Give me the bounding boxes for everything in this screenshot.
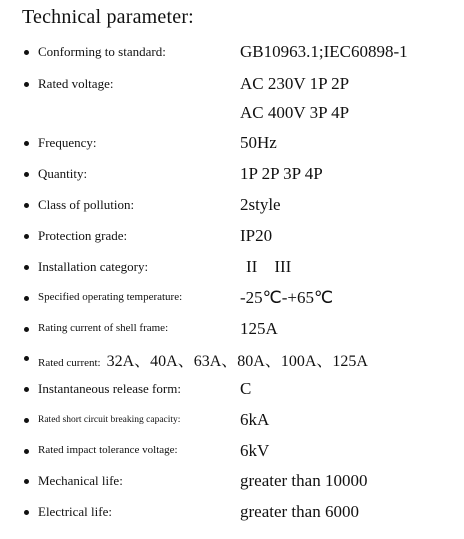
param-label: Rated impact tolerance voltage:: [38, 444, 178, 456]
param-label: Class of pollution:: [38, 197, 135, 212]
param-label: Rated voltage:: [38, 76, 114, 91]
param-row-rated-current: [0, 348, 464, 378]
param-row-electrical-life: [0, 502, 464, 532]
param-value: 1P 2P 3P 4P: [240, 164, 323, 183]
bullet-icon: [24, 203, 29, 208]
bullet-icon: [24, 449, 29, 454]
param-row-protection: [0, 226, 464, 256]
param-row-standard: [0, 42, 464, 72]
param-label: Electrical life:: [38, 504, 112, 519]
param-label: Mechanical life:: [38, 473, 123, 488]
bullet-icon: [24, 172, 29, 177]
page-title: Technical parameter:: [22, 6, 194, 28]
param-value: 6kV: [240, 441, 270, 460]
param-label: Rated short circuit breaking capacity:: [38, 415, 181, 425]
param-value: 32A、40A、63A、80A、100A、125A: [106, 353, 368, 370]
bullet-icon: [24, 327, 29, 332]
bullet-icon: [24, 510, 29, 515]
param-label: Rated current:: [38, 357, 101, 369]
param-label-group: [38, 348, 368, 371]
param-label: Installation category:: [38, 259, 149, 274]
param-value: AC 230V 1P 2P: [240, 74, 350, 93]
bullet-icon: [24, 418, 29, 423]
param-row-quantity: [0, 164, 464, 194]
bullet-icon: [24, 479, 29, 484]
param-label: Conforming to standard:: [38, 44, 166, 59]
param-value: 125A: [240, 319, 278, 338]
param-value: -25℃-+65℃: [240, 288, 334, 307]
param-value: greater than 10000: [240, 471, 368, 490]
param-row-rated-voltage: [0, 74, 464, 128]
param-row-mechanical-life: [0, 471, 464, 501]
param-value: 2style: [240, 195, 281, 214]
param-label: Frequency:: [38, 135, 97, 150]
bullet-icon: [24, 387, 29, 392]
param-row-breaking-capacity: [0, 410, 464, 440]
param-label: Rating current of shell frame:: [38, 322, 169, 334]
bullet-icon: [24, 141, 29, 146]
bullet-icon: [24, 265, 29, 270]
param-label: Specified operating temperature:: [38, 291, 183, 303]
param-label: Protection grade:: [38, 228, 128, 243]
param-row-frequency: [0, 133, 464, 163]
param-value: GB10963.1;IEC60898-1: [240, 42, 408, 61]
param-value: C: [240, 379, 252, 398]
param-row-release-form: [0, 379, 464, 409]
param-row-installation: [0, 257, 464, 287]
param-row-impact-voltage: [0, 441, 464, 471]
param-label: Quantity:: [38, 166, 88, 181]
param-value: 50Hz: [240, 133, 277, 152]
param-value: 6kA: [240, 410, 270, 429]
bullet-icon: [24, 234, 29, 239]
param-row-temperature: [0, 288, 464, 318]
param-value-secondary: AC 400V 3P 4P: [240, 103, 350, 122]
bullet-icon: [24, 82, 29, 87]
param-label: Instantaneous release form:: [38, 381, 181, 396]
bullet-icon: [24, 356, 29, 361]
param-row-shell-frame: [0, 319, 464, 349]
param-value: IP20: [240, 226, 273, 245]
bullet-icon: [24, 296, 29, 301]
param-value: greater than 6000: [240, 502, 359, 521]
param-row-pollution: [0, 195, 464, 225]
bullet-icon: [24, 50, 29, 55]
param-value: II III: [246, 257, 292, 276]
